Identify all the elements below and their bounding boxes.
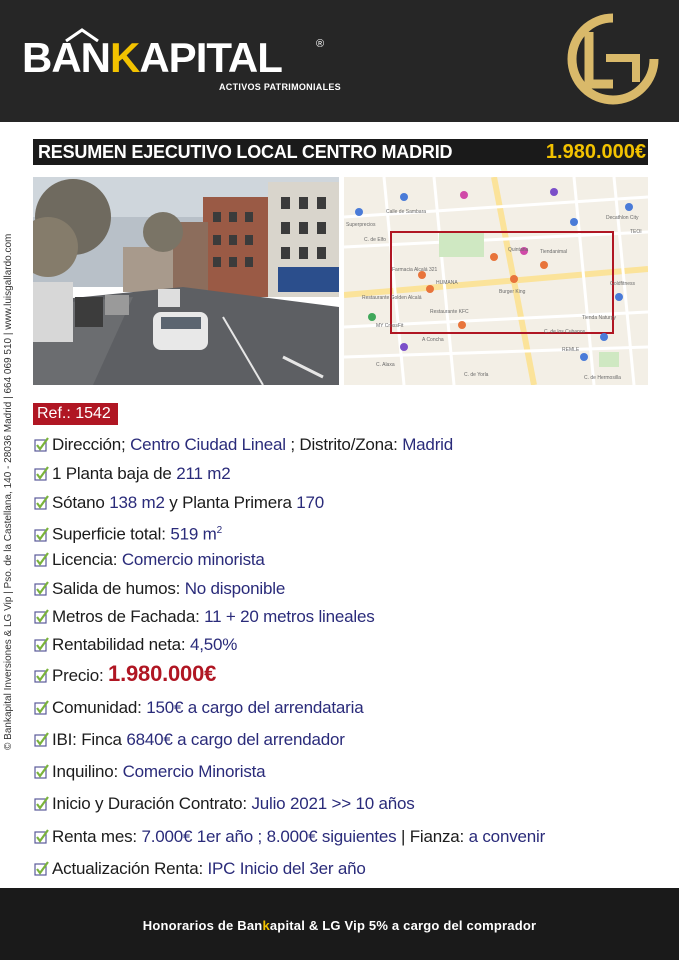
feature-value: 11 + 20 metros lineales [204, 607, 375, 626]
map-label: C. de Hermosilla [584, 375, 621, 381]
feature-rent-update [34, 858, 366, 880]
map-label: Restaurante KFC [430, 309, 469, 315]
checkbox-checked-icon [34, 700, 49, 715]
feature-label: Metros de Fachada: [52, 607, 205, 626]
feature-total-area [34, 520, 222, 546]
map-label: A Concha [422, 337, 444, 343]
checkbox-checked-icon [34, 796, 49, 811]
feature-value: 7.000€ 1er año ; 8.000€ siguientes [141, 827, 397, 846]
feature-community-fee [34, 697, 363, 719]
map-label: Calle de Sambara [386, 209, 427, 215]
map-label: Superprecios [346, 222, 376, 228]
checkbox-checked-icon [34, 829, 49, 844]
checkbox-checked-icon [34, 437, 49, 452]
feature-ground-floor [34, 463, 230, 485]
feature-label: Inquilino: [52, 762, 123, 781]
map-label: C. de los Cubanos [544, 329, 586, 335]
feature-facade [34, 606, 375, 628]
map-label: C. de Elfo [364, 237, 386, 243]
feature-label: Licencia: [52, 550, 122, 569]
checkbox-checked-icon [34, 668, 49, 683]
checkbox-checked-icon [34, 527, 49, 542]
side-credit-text: © Bankapital Inversiones & LG Vip | Pso. de la Castellana, 140 - 28036 Madrid | 664 069 510 | www.luisgallardo.com [3, 233, 14, 750]
feature-value: 170 [296, 493, 325, 512]
lg-vip-logo-icon [566, 12, 660, 106]
footer-fees-text [0, 918, 679, 933]
feature-value: Madrid [402, 435, 453, 454]
feature-basement [34, 492, 324, 514]
feature-value: Julio 2021 >> 10 años [251, 794, 415, 813]
checkbox-checked-icon [34, 466, 49, 481]
feature-label: Precio: [52, 666, 109, 685]
reference-badge: Ref.: 1542 [33, 403, 118, 425]
checkbox-checked-icon [34, 609, 49, 624]
roof-icon [64, 28, 100, 42]
map-label: Goldfitness [610, 281, 636, 287]
bankapital-logo [22, 34, 341, 92]
logo-part-ban: BAN [22, 34, 110, 81]
footer-text-part: apital & LG Vip 5% a cargo del comprador [269, 918, 537, 933]
feature-price-value: 1.980.000€ [108, 661, 217, 686]
feature-ibi [34, 729, 345, 751]
feature-value: 519 m [170, 524, 217, 544]
feature-value: Comercio minorista [121, 550, 265, 569]
map-label: Tienda Naturgy [582, 315, 616, 321]
logo-part-k: K [110, 34, 140, 81]
feature-label: Comunidad: [52, 698, 147, 717]
page-title: RESUMEN EJECUTIVO LOCAL CENTRO MADRID [38, 142, 453, 162]
logo-tagline: ACTIVOS PATRIMONIALES [219, 82, 341, 92]
feature-value: Comercio Minorista [122, 762, 266, 781]
feature-label: Rentabilidad neta: [52, 635, 190, 654]
checkbox-checked-icon [34, 637, 49, 652]
footer-text-k: k [262, 918, 270, 933]
feature-label: IBI: Finca [52, 730, 127, 749]
feature-contract [34, 793, 415, 815]
map-label: HUMANA [436, 280, 458, 286]
feature-label: y Planta Primera [164, 493, 297, 512]
logo-wordmark [22, 36, 282, 80]
feature-label: Renta mes: [52, 827, 142, 846]
feature-value: 4,50% [189, 635, 238, 654]
feature-price [34, 663, 216, 687]
feature-value: 211 m2 [176, 464, 231, 483]
feature-superscript: 2 [216, 525, 222, 536]
map-label: C. Alaxa [376, 362, 395, 368]
feature-net-yield [34, 634, 237, 656]
location-map[interactable] [344, 177, 648, 385]
map-label: C. de Yorla [464, 372, 489, 378]
feature-value: 138 m2 [109, 493, 165, 512]
feature-value: a convenir [468, 827, 546, 846]
feature-address [34, 434, 453, 456]
title-price: 1.980.000€ [545, 141, 646, 163]
checkbox-checked-icon [34, 732, 49, 747]
feature-value: No disponible [184, 579, 286, 598]
feature-label: Salida de humos: [52, 579, 185, 598]
feature-label: Superficie total: [52, 524, 171, 544]
feature-value: Centro Ciudad Lineal [130, 435, 286, 454]
feature-monthly-rent [34, 826, 545, 848]
map-label: Decathlon City [606, 215, 639, 221]
feature-smoke-outlet [34, 578, 285, 600]
feature-label: Inicio y Duración Contrato: [52, 794, 252, 813]
feature-tenant [34, 761, 265, 783]
feature-value: IPC Inicio del 3er año [207, 859, 366, 878]
feature-value: 6840€ a cargo del arrendador [126, 730, 345, 749]
feature-label: 1 Planta baja de [52, 464, 177, 483]
feature-license [34, 549, 265, 571]
footer-text-part: Honorarios de Ban [142, 918, 263, 933]
feature-label: | Fianza: [396, 827, 469, 846]
map-label: Burger King [499, 289, 526, 295]
feature-label: Sótano [52, 493, 110, 512]
checkbox-checked-icon [34, 581, 49, 596]
map-label: Restaurante Golden Alcalá [362, 295, 422, 301]
map-label: REMLE [562, 347, 580, 353]
feature-value: 150€ a cargo del arrendataria [146, 698, 364, 717]
feature-label: Dirección; [52, 435, 131, 454]
logo-part-apital: APITAL [139, 34, 282, 81]
map-label: Tiendanimal [540, 249, 568, 255]
feature-label: ; Distrito/Zona: [285, 435, 403, 454]
checkbox-checked-icon [34, 764, 49, 779]
map-label: TEOI [630, 229, 642, 235]
map-label: Quintana [508, 247, 529, 253]
checkbox-checked-icon [34, 861, 49, 876]
registered-mark: ® [316, 38, 325, 50]
header-banner [0, 0, 679, 122]
street-photo [33, 177, 339, 385]
checkbox-checked-icon [34, 552, 49, 567]
map-label: Farmacia Alcalá 321 [392, 267, 438, 273]
footer-banner [0, 888, 679, 960]
title-bar [33, 139, 648, 165]
feature-label: Actualización Renta: [52, 859, 208, 878]
map-label: MY CrossFit [376, 323, 404, 329]
checkbox-checked-icon [34, 495, 49, 510]
